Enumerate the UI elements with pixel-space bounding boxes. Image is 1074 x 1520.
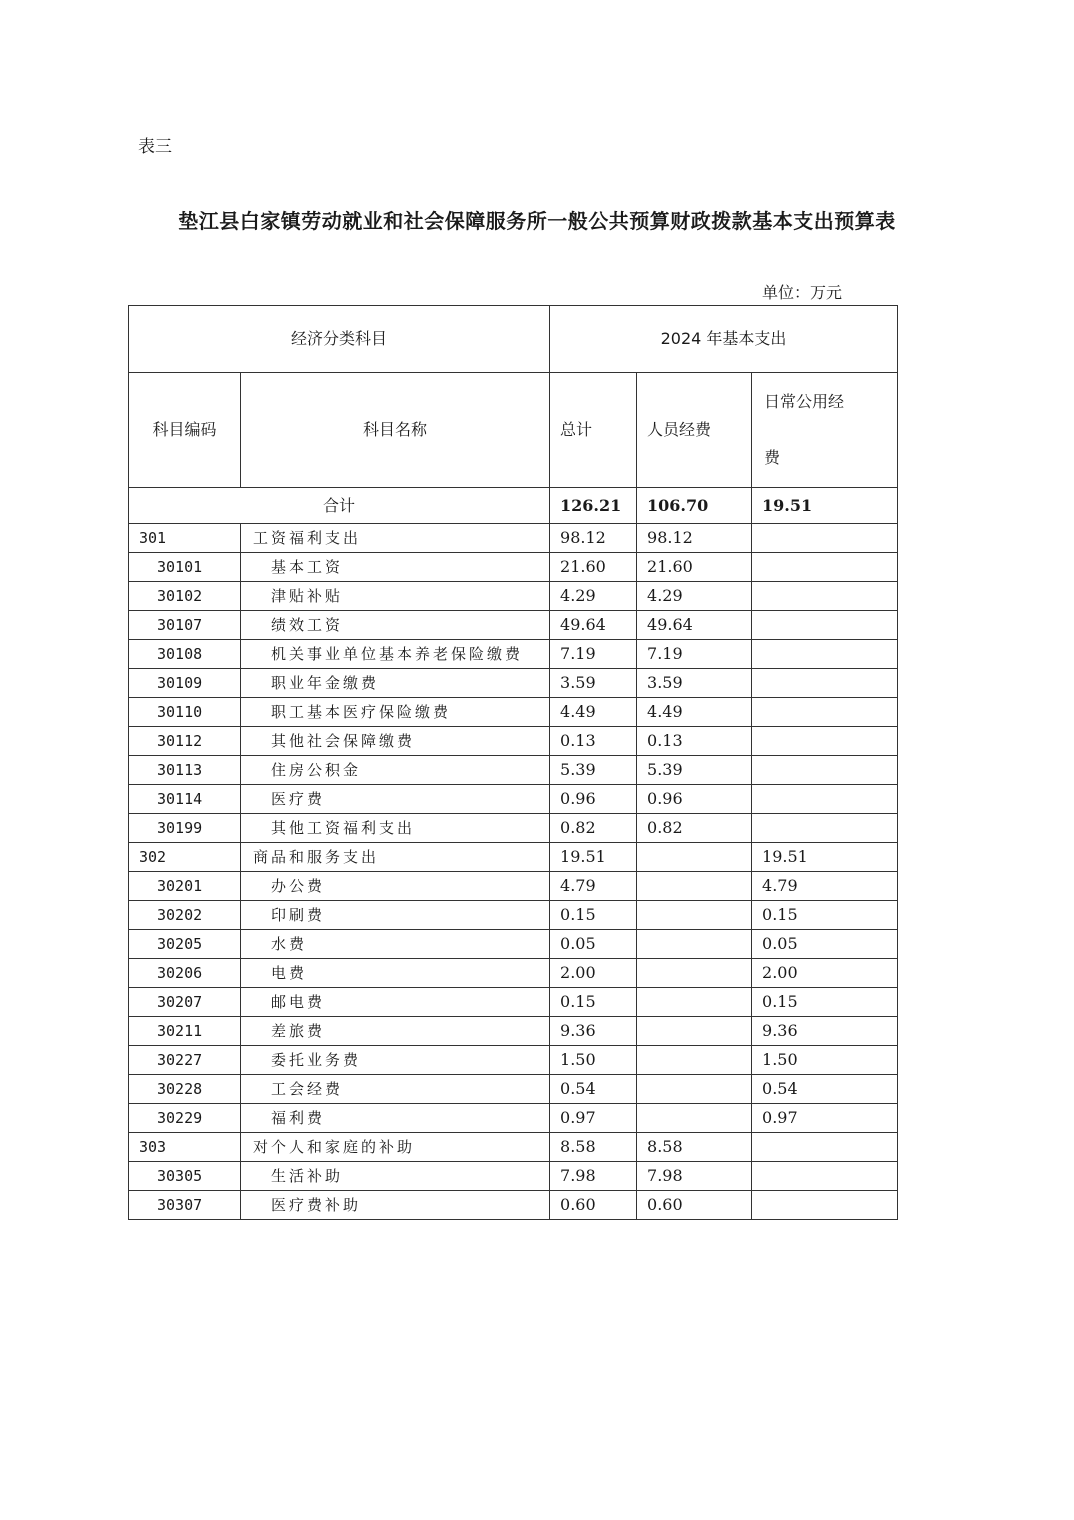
row-name: 机关事业单位基本养老保险缴费 — [241, 640, 550, 669]
row-public — [752, 640, 898, 669]
row-public — [752, 756, 898, 785]
table-row — [129, 698, 898, 727]
row-code: 30102 — [129, 582, 241, 611]
row-name: 职工基本医疗保险缴费 — [241, 698, 550, 727]
row-name: 对个人和家庭的补助 — [241, 1133, 550, 1162]
row-total: 1.50 — [550, 1046, 637, 1075]
row-code: 30206 — [129, 959, 241, 988]
table-row — [129, 930, 898, 959]
row-total: 0.96 — [550, 785, 637, 814]
row-name: 办公费 — [241, 872, 550, 901]
row-code: 30108 — [129, 640, 241, 669]
row-name: 其他工资福利支出 — [241, 814, 550, 843]
row-personnel: 8.58 — [637, 1133, 752, 1162]
row-name: 工资福利支出 — [241, 524, 550, 553]
row-code: 30211 — [129, 1017, 241, 1046]
row-personnel — [637, 1104, 752, 1133]
row-total: 9.36 — [550, 1017, 637, 1046]
row-personnel: 3.59 — [637, 669, 752, 698]
row-public: 1.50 — [752, 1046, 898, 1075]
row-public: 19.51 — [752, 843, 898, 872]
row-code: 30307 — [129, 1191, 241, 1220]
table-row — [129, 1162, 898, 1191]
header-name: 科目名称 — [241, 373, 550, 488]
row-personnel: 0.13 — [637, 727, 752, 756]
row-public — [752, 669, 898, 698]
row-code: 30107 — [129, 611, 241, 640]
total-personnel: 106.70 — [637, 488, 752, 524]
row-code: 30201 — [129, 872, 241, 901]
row-total: 7.19 — [550, 640, 637, 669]
row-personnel: 0.60 — [637, 1191, 752, 1220]
row-personnel: 5.39 — [637, 756, 752, 785]
budget-table — [128, 305, 898, 1220]
table-row — [129, 727, 898, 756]
table-row — [129, 959, 898, 988]
row-public — [752, 582, 898, 611]
row-public: 0.05 — [752, 930, 898, 959]
row-personnel — [637, 901, 752, 930]
row-total: 0.13 — [550, 727, 637, 756]
row-public: 0.54 — [752, 1075, 898, 1104]
row-total: 49.64 — [550, 611, 637, 640]
row-total: 0.54 — [550, 1075, 637, 1104]
table-row — [129, 640, 898, 669]
row-personnel: 0.96 — [637, 785, 752, 814]
row-name: 绩效工资 — [241, 611, 550, 640]
row-public: 2.00 — [752, 959, 898, 988]
row-code: 30229 — [129, 1104, 241, 1133]
row-personnel: 0.82 — [637, 814, 752, 843]
row-personnel: 49.64 — [637, 611, 752, 640]
row-total: 0.60 — [550, 1191, 637, 1220]
row-total: 0.97 — [550, 1104, 637, 1133]
row-personnel — [637, 930, 752, 959]
total-row — [129, 488, 898, 524]
row-personnel: 4.49 — [637, 698, 752, 727]
row-total: 19.51 — [550, 843, 637, 872]
table-row — [129, 785, 898, 814]
row-name: 邮电费 — [241, 988, 550, 1017]
header-code: 科目编码 — [129, 373, 241, 488]
row-personnel — [637, 1075, 752, 1104]
row-code: 30228 — [129, 1075, 241, 1104]
table-row — [129, 756, 898, 785]
row-public — [752, 553, 898, 582]
row-name: 委托业务费 — [241, 1046, 550, 1075]
row-personnel — [637, 843, 752, 872]
row-total: 0.05 — [550, 930, 637, 959]
table-row — [129, 1104, 898, 1133]
row-personnel: 7.19 — [637, 640, 752, 669]
header-public-line1: 日常公用经 — [764, 392, 845, 411]
total-public: 19.51 — [752, 488, 898, 524]
row-name: 电费 — [241, 959, 550, 988]
row-name: 基本工资 — [241, 553, 550, 582]
row-name: 福利费 — [241, 1104, 550, 1133]
row-personnel — [637, 959, 752, 988]
row-name: 住房公积金 — [241, 756, 550, 785]
unit-label: 单位：万元 — [762, 283, 843, 302]
total-label: 合计 — [129, 488, 550, 524]
row-total: 0.15 — [550, 901, 637, 930]
row-code: 30199 — [129, 814, 241, 843]
table-row — [129, 1133, 898, 1162]
row-public — [752, 785, 898, 814]
row-name: 水费 — [241, 930, 550, 959]
row-public — [752, 1162, 898, 1191]
row-name: 生活补助 — [241, 1162, 550, 1191]
table-row — [129, 611, 898, 640]
row-public — [752, 698, 898, 727]
row-total: 4.79 — [550, 872, 637, 901]
row-personnel — [637, 1017, 752, 1046]
table-row — [129, 524, 898, 553]
table-row — [129, 1046, 898, 1075]
header-row-group — [129, 306, 898, 373]
row-total: 5.39 — [550, 756, 637, 785]
table-row — [129, 1075, 898, 1104]
row-total: 3.59 — [550, 669, 637, 698]
row-code: 30202 — [129, 901, 241, 930]
header-personnel: 人员经费 — [637, 373, 752, 488]
row-public: 4.79 — [752, 872, 898, 901]
table-row — [129, 843, 898, 872]
row-code: 302 — [129, 843, 241, 872]
row-code: 301 — [129, 524, 241, 553]
row-public: 0.15 — [752, 901, 898, 930]
total-total: 126.21 — [550, 488, 637, 524]
row-name: 医疗费 — [241, 785, 550, 814]
table-label: 表三 — [138, 137, 172, 157]
table-row — [129, 669, 898, 698]
row-name: 差旅费 — [241, 1017, 550, 1046]
row-name: 津贴补贴 — [241, 582, 550, 611]
row-personnel: 21.60 — [637, 553, 752, 582]
row-code: 30113 — [129, 756, 241, 785]
row-public — [752, 524, 898, 553]
row-code: 30110 — [129, 698, 241, 727]
row-personnel: 98.12 — [637, 524, 752, 553]
table-row — [129, 1017, 898, 1046]
row-name: 职业年金缴费 — [241, 669, 550, 698]
header-row-columns — [129, 373, 898, 488]
row-total: 98.12 — [550, 524, 637, 553]
header-public-line2: 费 — [764, 448, 781, 467]
header-total: 总计 — [550, 373, 637, 488]
row-public — [752, 814, 898, 843]
row-code: 303 — [129, 1133, 241, 1162]
row-total: 7.98 — [550, 1162, 637, 1191]
row-name: 其他社会保障缴费 — [241, 727, 550, 756]
row-public: 9.36 — [752, 1017, 898, 1046]
header-public — [752, 373, 898, 488]
table-row — [129, 872, 898, 901]
row-name: 印刷费 — [241, 901, 550, 930]
row-public — [752, 727, 898, 756]
header-economic-classification: 经济分类科目 — [129, 306, 550, 373]
row-public: 0.15 — [752, 988, 898, 1017]
row-code: 30112 — [129, 727, 241, 756]
row-code: 30305 — [129, 1162, 241, 1191]
row-code: 30109 — [129, 669, 241, 698]
row-code: 30207 — [129, 988, 241, 1017]
row-public: 0.97 — [752, 1104, 898, 1133]
row-total: 21.60 — [550, 553, 637, 582]
row-total: 2.00 — [550, 959, 637, 988]
row-name: 工会经费 — [241, 1075, 550, 1104]
row-personnel: 7.98 — [637, 1162, 752, 1191]
row-code: 30101 — [129, 553, 241, 582]
table-row — [129, 1191, 898, 1220]
table-row — [129, 988, 898, 1017]
row-total: 0.82 — [550, 814, 637, 843]
table-row — [129, 582, 898, 611]
row-total: 4.49 — [550, 698, 637, 727]
row-personnel: 4.29 — [637, 582, 752, 611]
table-row — [129, 553, 898, 582]
row-name: 医疗费补助 — [241, 1191, 550, 1220]
row-public — [752, 1191, 898, 1220]
row-total: 4.29 — [550, 582, 637, 611]
table-row — [129, 901, 898, 930]
table-row — [129, 814, 898, 843]
row-total: 8.58 — [550, 1133, 637, 1162]
row-name: 商品和服务支出 — [241, 843, 550, 872]
row-public — [752, 1133, 898, 1162]
page-title: 垫江县白家镇劳动就业和社会保障服务所一般公共预算财政拨款基本支出预算表 — [178, 209, 896, 233]
header-basic-expenditure: 2024 年基本支出 — [550, 306, 898, 373]
row-public — [752, 611, 898, 640]
row-personnel — [637, 988, 752, 1017]
row-code: 30227 — [129, 1046, 241, 1075]
row-total: 0.15 — [550, 988, 637, 1017]
row-code: 30114 — [129, 785, 241, 814]
row-personnel — [637, 872, 752, 901]
row-personnel — [637, 1046, 752, 1075]
row-code: 30205 — [129, 930, 241, 959]
